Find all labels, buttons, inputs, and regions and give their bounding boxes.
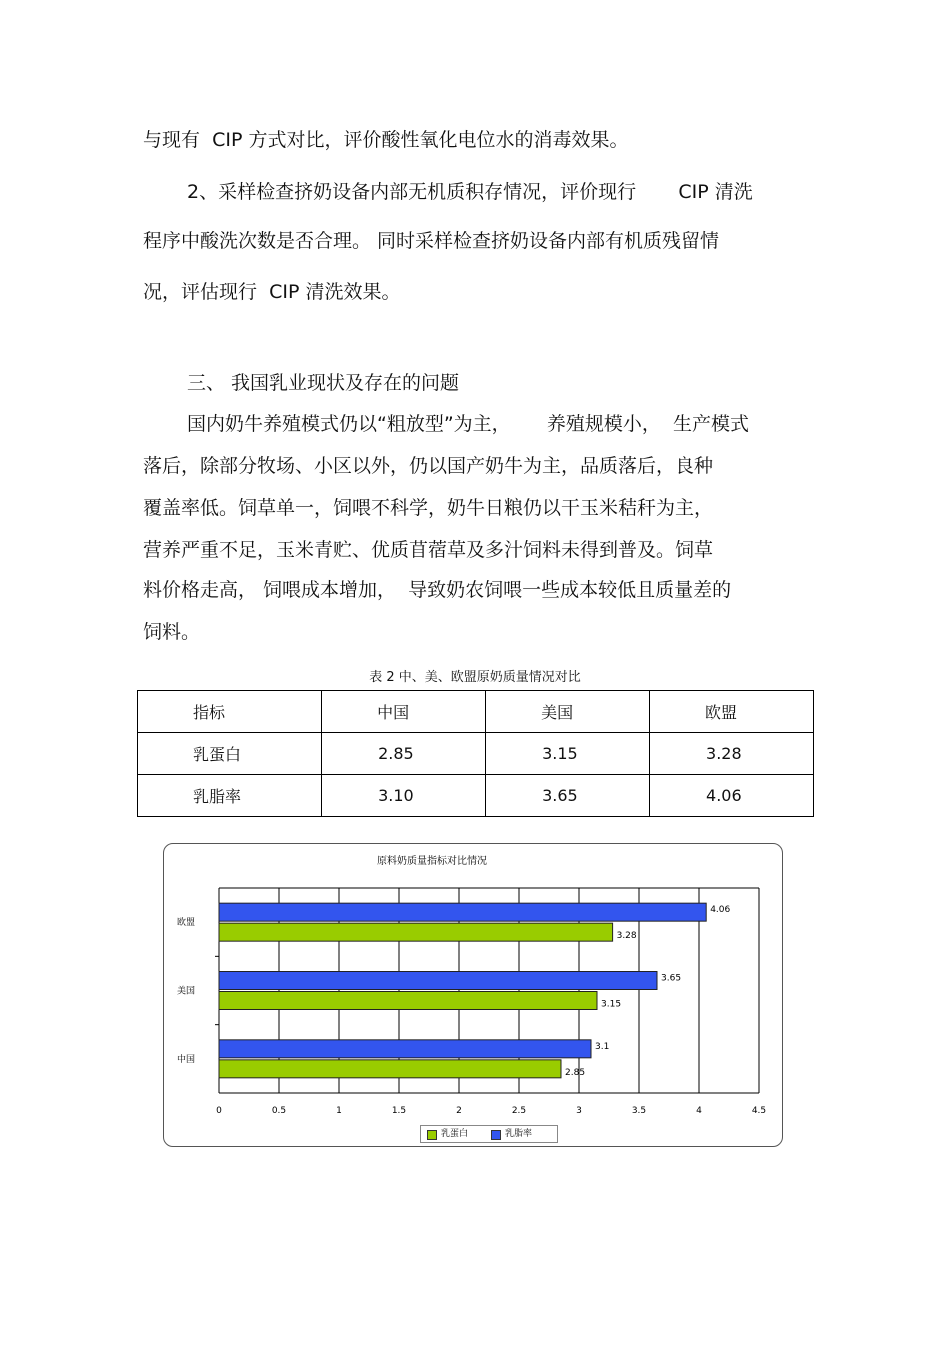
table-cell: 3.10	[322, 775, 486, 817]
table-cell: 2.85	[322, 733, 486, 775]
table-cell: 4.06	[650, 775, 814, 817]
x-tick-label: 4	[696, 1106, 702, 1116]
x-tick-label: 1	[336, 1106, 342, 1116]
paragraph-line-4: 况，评估现行 CIP 清洗效果。	[143, 281, 401, 303]
table-header-row	[138, 691, 814, 733]
table-cell: 乳蛋白	[138, 733, 322, 775]
table-cell: 乳脂率	[138, 775, 322, 817]
paragraph-line-1: 与现有 CIP 方式对比，评价酸性氧化电位水的消毒效果。	[143, 129, 629, 151]
data-label: 3.65	[661, 973, 682, 984]
paragraph-line-8: 营养严重不足，玉米青贮、优质苜蓿草及多汁饲料未得到普及。饲草	[143, 539, 714, 561]
legend-label-protein: 乳蛋白	[441, 1129, 469, 1139]
legend-label-fat: 乳脂率	[505, 1129, 533, 1139]
chart-frame	[163, 843, 783, 1147]
table-cell: 3.15	[486, 733, 650, 775]
comparison-table	[137, 690, 814, 817]
chart-legend	[420, 1125, 558, 1143]
section-heading: 三、 我国乳业现状及存在的问题	[187, 372, 460, 394]
table-header-cell: 美国	[486, 691, 650, 733]
data-label: 4.06	[710, 905, 731, 916]
table-header-cell: 中国	[322, 691, 486, 733]
data-label: 3.15	[601, 999, 622, 1010]
paragraph-line-7: 覆盖率低。饲草单一，饲喂不科学，奶牛日粮仍以干玉米秸秆为主，	[143, 497, 714, 519]
x-tick-label: 0.5	[271, 1106, 287, 1116]
x-tick-label: 3	[576, 1106, 582, 1116]
paragraph-line-2: 2、采样检查挤奶设备内部无机质积存情况，评价现行 CIP 清洗	[187, 181, 753, 203]
x-tick-label: 3.5	[631, 1106, 647, 1116]
paragraph-line-5: 国内奶牛养殖模式仍以“粗放型”为主， 养殖规模小， 生产模式	[187, 413, 750, 435]
legend-swatch-fat	[491, 1130, 501, 1140]
table-header-cell: 欧盟	[650, 691, 814, 733]
table-row	[138, 775, 814, 817]
data-label: 3.28	[616, 931, 637, 942]
table-cell: 3.65	[486, 775, 650, 817]
data-label: 3.1	[595, 1041, 610, 1052]
paragraph-line-9: 料价格走高， 饲喂成本增加， 导致奶农饲喂一些成本较低且质量差的	[143, 579, 732, 601]
y-category-label: 欧盟	[177, 918, 196, 929]
paragraph-line-3: 程序中酸洗次数是否合理。 同时采样检查挤奶设备内部有机质残留情	[143, 230, 720, 252]
table-header-cell: 指标	[138, 691, 322, 733]
x-tick-label: 1.5	[391, 1106, 407, 1116]
data-label: 2.85	[565, 1067, 586, 1078]
chart-title: 原料奶质量指标对比情况	[377, 856, 487, 867]
y-category-label: 中国	[177, 1054, 196, 1065]
x-tick-label: 4.5	[751, 1106, 767, 1116]
x-tick-label: 2	[456, 1106, 462, 1116]
table-caption: 表 2 中、美、欧盟原奶质量情况对比	[369, 670, 581, 685]
table-cell: 3.28	[650, 733, 814, 775]
x-tick-label: 0	[216, 1106, 222, 1116]
y-category-label: 美国	[177, 986, 196, 997]
paragraph-line-10: 饲料。	[143, 621, 201, 643]
table-row	[138, 733, 814, 775]
x-tick-label: 2.5	[511, 1106, 527, 1116]
paragraph-line-6: 落后，除部分牧场、小区以外，仍以国产奶牛为主，品质落后，良种	[143, 455, 714, 477]
legend-swatch-protein	[427, 1130, 437, 1140]
